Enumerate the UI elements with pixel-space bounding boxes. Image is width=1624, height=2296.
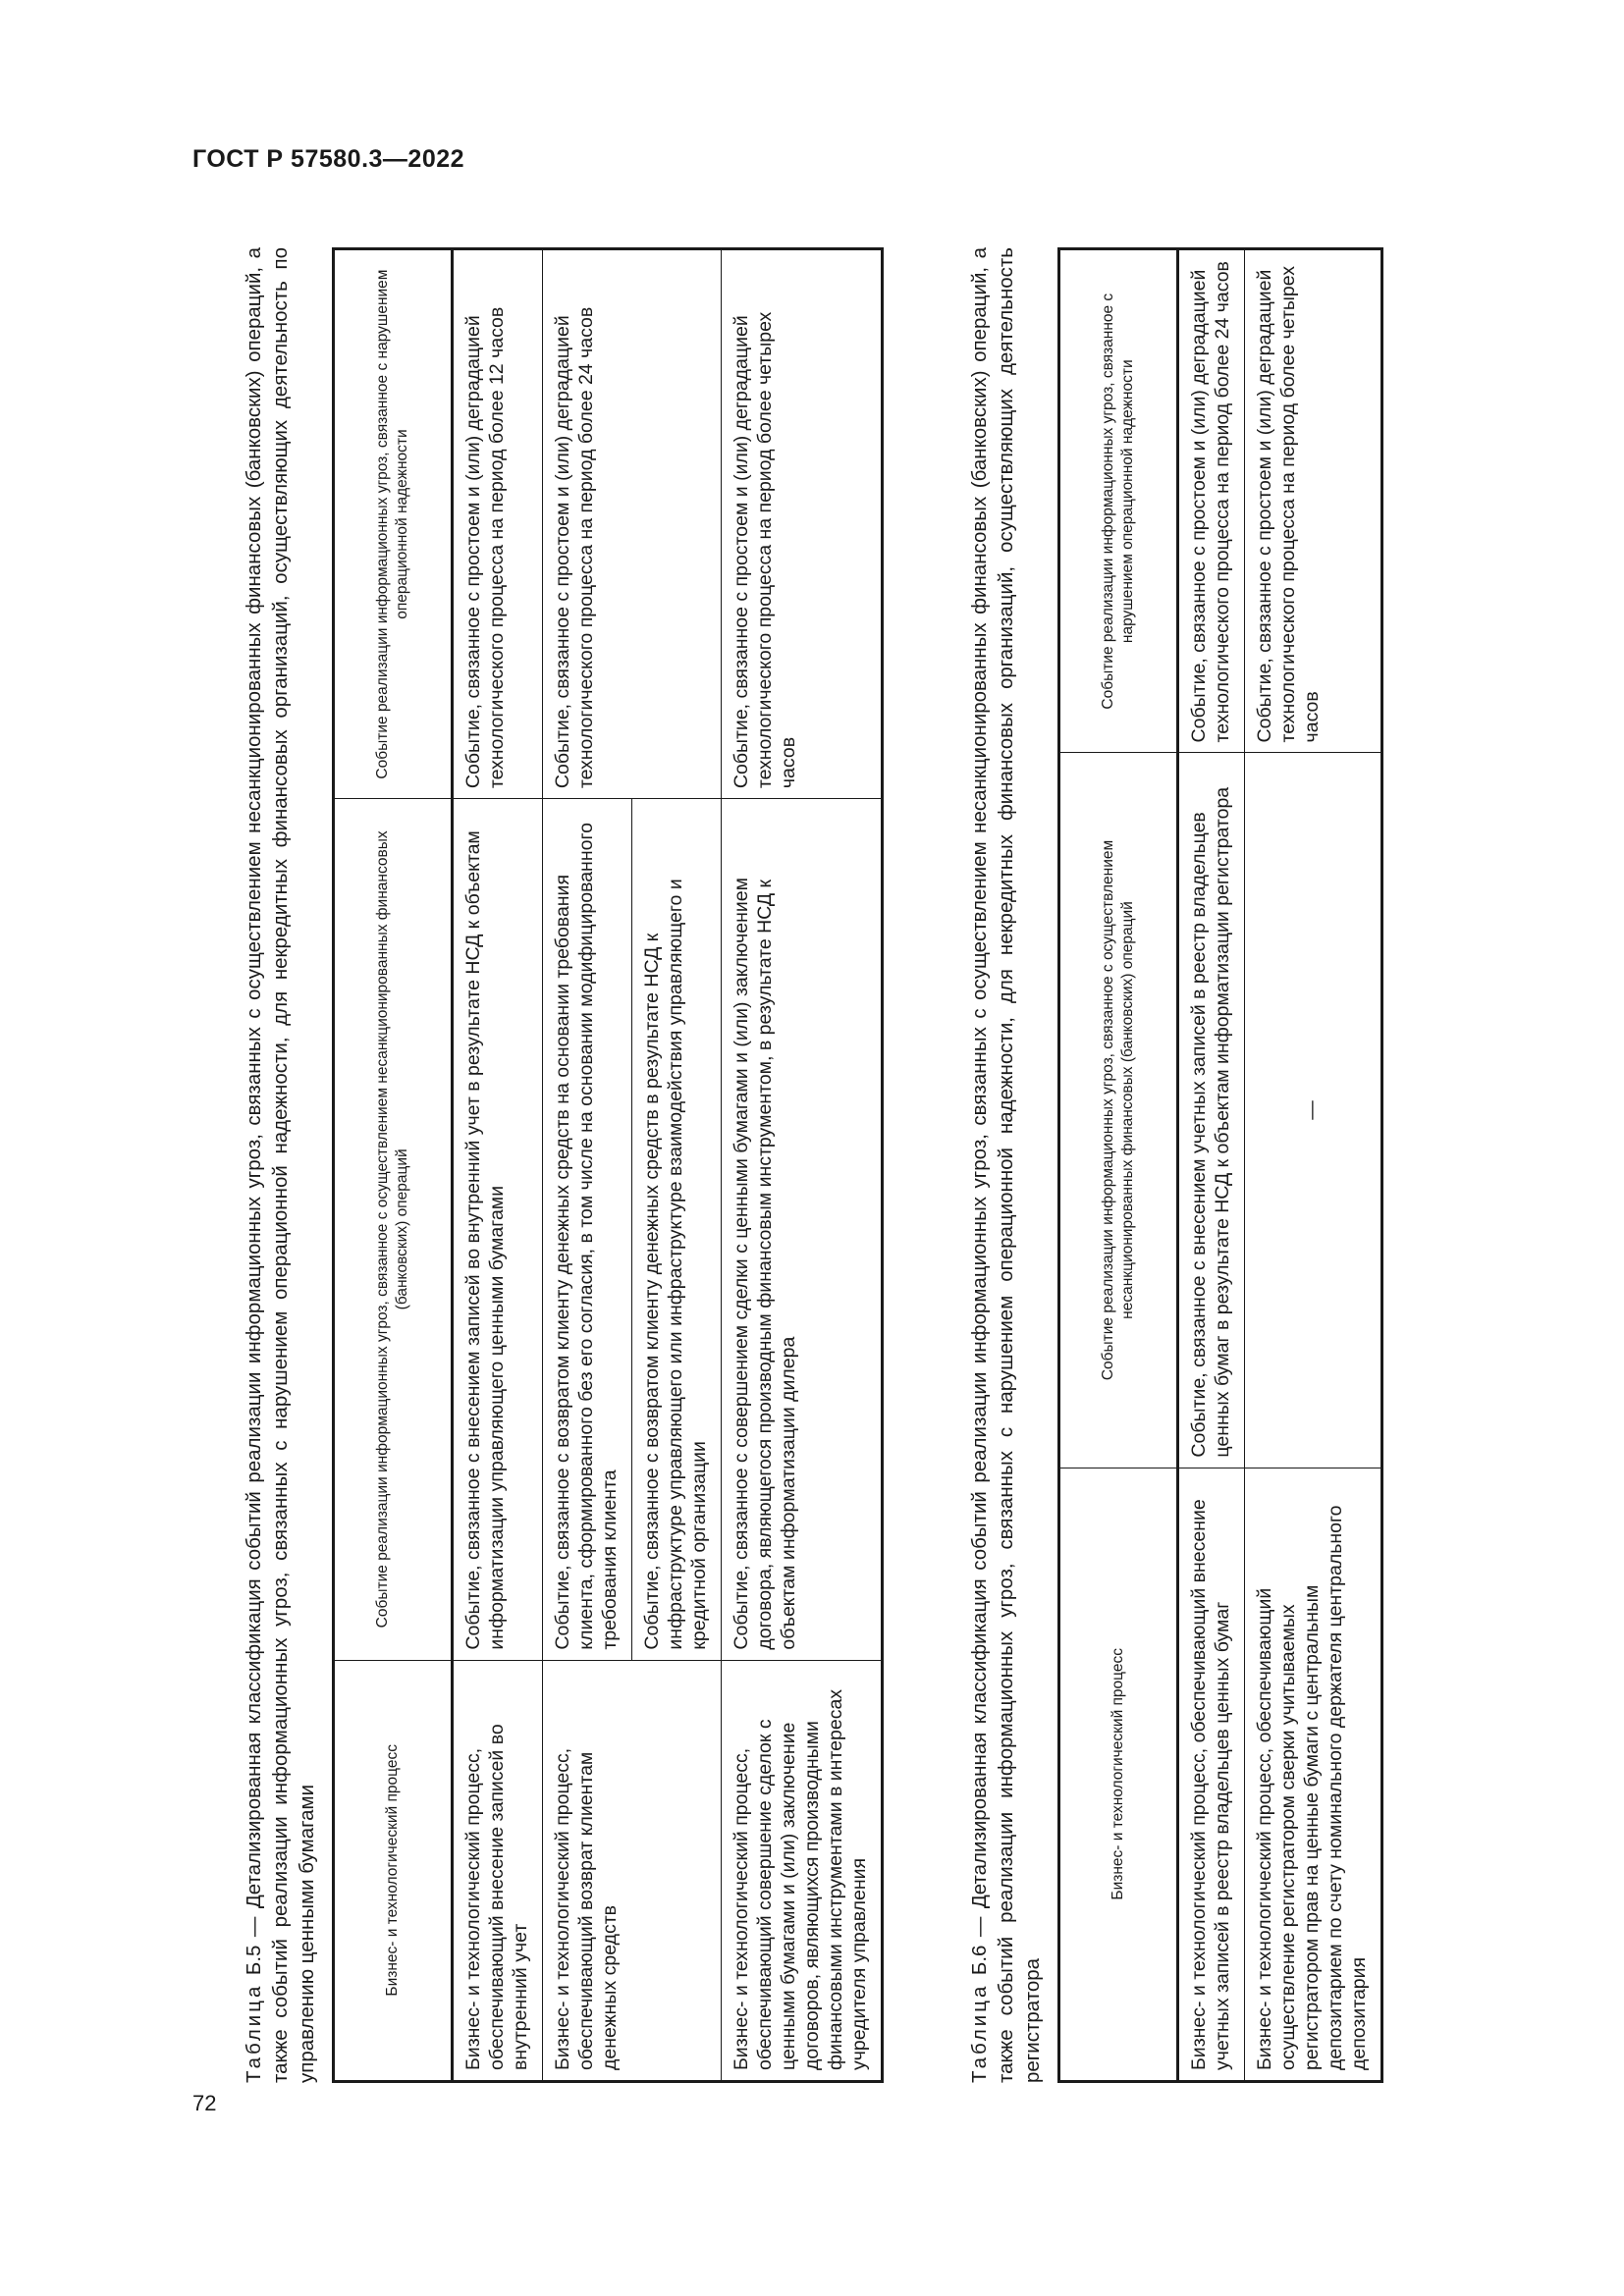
table-row: [453, 249, 543, 2082]
process-cell: Бизнес- и технологический процесс, обеспечивающий осуществление регистратором сверки учитываемых регистратором прав на ценные бумаги с центральным депозитарием по счету номинального держателя центрального депозитария: [1245, 1468, 1382, 2081]
table-b5: [332, 247, 884, 2083]
fin-event-cell: Событие, связанное с внесением записей во внутренний учет в результате НСД к объектам информатизации управляющего ценными бумагами: [453, 799, 543, 1660]
op-event-cell: Событие, связанное с простоем и (или) деградацией технологического процесса на период более четырех часов: [1245, 249, 1382, 753]
fin-event-cell: Событие, связанное с возвратом клиенту денежных средств на основании требования клиента, сформированного без его согласия, в том числе на основании модифицированного требования клиента: [543, 799, 632, 1660]
rotated-content: [241, 247, 1399, 2083]
process-cell: Бизнес- и технологический процесс, обеспечивающий возврат клиентам денежных средств: [543, 1660, 722, 2081]
table-header-row: [1059, 249, 1178, 2082]
op-event-cell: Событие, связанное с простоем и (или) деградацией технологического процесса на период более четырех часов: [722, 249, 883, 799]
table-row: [1178, 249, 1245, 2082]
table-row: [543, 249, 632, 2082]
caption-text: Б.5 — Детализированная классификация событий реализации информационных угроз, связанных с осуществлением несанкционированных финансовых (банковских) операций, а также событий реализации информационных угроз, связанных с нарушением операционной надежности, для некредитных финансовых организаций, осуществляющих деятельность по управлению ценными бумагами: [243, 247, 318, 2083]
process-cell: Бизнес- и технологический процесс, обеспечивающий внесение записей во внутренний учет: [453, 1660, 543, 2081]
caption-word: Таблица: [243, 1983, 265, 2083]
column-header: Бизнес- и технологический процесс: [1059, 1468, 1178, 2081]
table-header-row: [334, 249, 453, 2082]
table-b6-block: [966, 247, 1383, 2083]
fin-event-cell: —: [1245, 753, 1382, 1468]
table-b6-caption: [966, 247, 1046, 2083]
table-b5-block: [241, 247, 884, 2083]
caption-word: Таблица: [968, 1983, 991, 2083]
page-number: 72: [192, 2091, 217, 2115]
column-header: Событие реализации информационных угроз, связанное с нарушением операционной надежности: [1059, 249, 1178, 753]
table-b5-caption: [241, 247, 320, 2083]
process-cell: Бизнес- и технологический процесс, обеспечивающий внесение учетных записей в реестр владельцев ценных бумаг: [1178, 1468, 1245, 2081]
column-header: Бизнес- и технологический процесс: [334, 1660, 453, 2081]
process-cell: Бизнес- и технологический процесс, обеспечивающий совершение сделок с ценными бумагами и (или) заключение договоров, являющихся производными финансовыми инструментами в интересах учредителя управления: [722, 1660, 883, 2081]
column-header: Событие реализации информационных угроз, связанное с осуществлением несанкционированных финансовых (банковских) операций: [334, 799, 453, 1660]
column-header: Событие реализации информационных угроз, связанное с осуществлением несанкционированных финансовых (банковских) операций: [1059, 753, 1178, 1468]
op-event-cell: Событие, связанное с простоем и (или) деградацией технологического процесса на период более 12 часов: [453, 249, 543, 799]
table-row: [722, 249, 883, 2082]
fin-event-cell: Событие, связанное с возвратом клиенту денежных средств в результате НСД к инфраструктуре управляющего или инфраструктуре взаимодействия управляющего и кредитной организации: [632, 799, 722, 1660]
op-event-cell: Событие, связанное с простоем и (или) деградацией технологического процесса на период более 24 часов: [543, 249, 722, 799]
caption-text: Б.6 — Детализированная классификация событий реализации информационных угроз, связанных с осуществлением несанкционированных финансовых (банковских) операций, а также событий реализации информационных угроз, связанных с нарушением операционной надежности, для некредитных финансовых организаций, осуществляющих деятельность регистратора: [968, 247, 1044, 2083]
table-row: [1245, 249, 1382, 2082]
fin-event-cell: Событие, связанное с внесением учетных записей в реестр владельцев ценных бумаг в результате НСД к объектам информатизации регистратора: [1178, 753, 1245, 1468]
document-standard-header: ГОСТ Р 57580.3—2022: [192, 145, 465, 173]
spacer: [884, 247, 966, 2083]
fin-event-cell: Событие, связанное с совершением сделки с ценными бумагами и (или) заключением договора, являющегося производным финансовым инструментом, в результате НСД к объектам информатизации дилера: [722, 799, 883, 1660]
column-header: Событие реализации информационных угроз, связанное с нарушением операционной надежности: [334, 249, 453, 799]
op-event-cell: Событие, связанное с простоем и (или) деградацией технологического процесса на период более 24 часов: [1178, 249, 1245, 753]
table-b6: [1057, 247, 1383, 2083]
